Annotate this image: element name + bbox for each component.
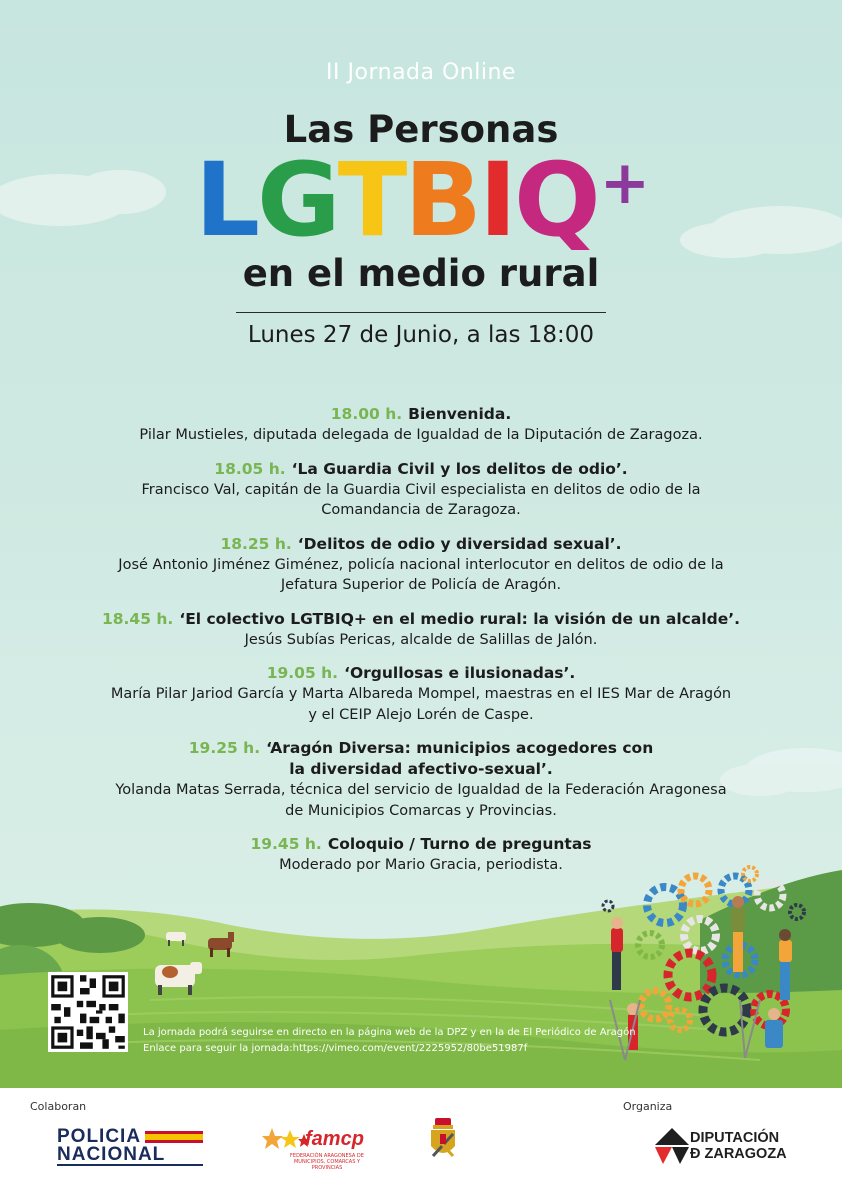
guardia-civil-emblem-icon xyxy=(423,1116,463,1166)
title-letter-0: L xyxy=(194,141,257,260)
stream-text: La jornada podrá seguirse en directo en la página web de la DPZ y en la de El Periódico de Aragón xyxy=(143,1027,636,1038)
title-letter-5: Q xyxy=(514,141,598,260)
agenda-item xyxy=(40,534,802,596)
agenda-item-description: Yolanda Matas Serrada, técnica del servicio de Igualdad de la Federación Aragonesa xyxy=(115,782,727,798)
diputacion-zaragoza-logo xyxy=(690,1130,787,1162)
agenda-item xyxy=(40,738,802,821)
dpz-line-1: DIPUTACIÓN xyxy=(690,1130,780,1146)
title-letter-1: G xyxy=(256,141,338,260)
title-lgtbiq xyxy=(0,141,842,260)
agenda-item-description: María Pilar Jariod García y Marta Albareda Mompel, maestras en el IES Mar de Aragón xyxy=(110,686,732,702)
dpz-triangles-icon xyxy=(655,1128,689,1164)
agenda-item-heading xyxy=(40,534,802,555)
famcp-logo: famcp xyxy=(305,1128,364,1150)
famcp-subtitle: FEDERACIÓN ARAGONESA DE MUNICIPIOS, COMARCAS Y PROVINCIAS xyxy=(290,1153,364,1171)
agenda-item-description: y el CEIP Alejo Lorén de Caspe. xyxy=(308,706,534,723)
agenda-item-description: Francisco Val, capitán de la Guardia Civil especialista en delitos de odio de la xyxy=(141,481,701,498)
title-divider xyxy=(236,312,606,313)
stream-link[interactable]: Enlace para seguir la jornada:https://vimeo.com/event/2225952/80be51987f xyxy=(143,1043,528,1054)
agenda-item-title: ‘Delitos de odio y diversidad sexual’. xyxy=(297,534,622,553)
agenda-item xyxy=(40,663,802,725)
agenda-item-heading xyxy=(40,609,802,630)
stream-info xyxy=(143,1025,636,1057)
title-letter-6: + xyxy=(599,148,647,218)
agenda-item-description: Jefatura Superior de Policía de Aragón. xyxy=(280,577,562,593)
event-date: Lunes 27 de Junio, a las 18:00 xyxy=(247,322,595,348)
agenda-item-description: José Antonio Jiménez Giménez, policía nacional interlocutor en delitos de odio de la xyxy=(118,556,724,573)
agenda-item-heading xyxy=(40,834,802,855)
agenda-item-heading xyxy=(40,663,802,684)
agenda-item-description: Comandancia de Zaragoza. xyxy=(321,502,521,518)
agenda-item-time: 19.05 h. xyxy=(266,664,339,682)
agenda-item-title: ‘Orgullosas e ilusionadas’. xyxy=(344,664,576,682)
agenda-item-heading xyxy=(40,404,802,425)
agenda-item-title: ‘Aragón Diversa: municipios acogedores con xyxy=(266,739,654,757)
agenda-item-heading xyxy=(40,459,802,480)
event-subtitle: II Jornada Online xyxy=(326,60,516,85)
collab-label: Colaboran xyxy=(30,1100,87,1113)
policia-line-1: POLICIA xyxy=(57,1126,142,1147)
agenda-item-time: 19.25 h. xyxy=(188,739,261,757)
agenda-item-time: 18.00 h. xyxy=(330,405,403,423)
organiza-label: Organiza xyxy=(623,1100,673,1113)
agenda-item-time: 18.05 h. xyxy=(214,459,286,478)
policia-nacional-logo xyxy=(57,1128,203,1166)
agenda-item-time: 18.45 h. xyxy=(101,609,174,628)
agenda-item xyxy=(40,404,802,446)
agenda-item-description: de Municipios Comarcas y Provincias. xyxy=(285,802,557,819)
title-line-1: Las Personas xyxy=(283,108,559,151)
agenda-item-title: ‘El colectivo LGTBIQ+ en el medio rural: la visión de un alcalde’. xyxy=(179,609,741,628)
agenda-item-title: Coloquio / Turno de preguntas xyxy=(327,835,592,853)
agenda xyxy=(40,404,802,889)
spain-flag-icon xyxy=(145,1131,203,1143)
agenda-item xyxy=(40,609,802,651)
agenda-item-title: ‘La Guardia Civil y los delitos de odio’. xyxy=(291,459,628,478)
agenda-item-title: Bienvenida. xyxy=(408,405,512,423)
agenda-item xyxy=(40,834,802,876)
agenda-item-title-continued: la diversidad afectivo-sexual’. xyxy=(289,760,553,778)
qr-code[interactable] xyxy=(48,972,128,1052)
agenda-item-description: Moderado por Mario Gracia, periodista. xyxy=(279,857,563,873)
agenda-item xyxy=(40,459,802,521)
title-letter-4: I xyxy=(479,141,514,260)
agenda-item-description: Jesús Subías Pericas, alcalde de Salillas de Jalón. xyxy=(244,631,598,648)
title-letter-3: B xyxy=(404,141,480,260)
qr-code-icon xyxy=(48,972,128,1052)
title-line-3: en el medio rural xyxy=(242,252,600,295)
title-letter-2: T xyxy=(337,141,405,260)
dpz-line-2: Ð ZARAGOZA xyxy=(690,1146,787,1162)
agenda-item-time: 19.45 h. xyxy=(250,835,322,853)
footer xyxy=(0,1088,842,1191)
agenda-item-time: 18.25 h. xyxy=(220,534,292,553)
agenda-item-description: Pilar Mustieles, diputada delegada de Igualdad de la Diputación de Zaragoza. xyxy=(139,427,703,443)
agenda-item-heading xyxy=(40,738,802,759)
policia-line-2: NACIONAL xyxy=(57,1146,203,1166)
famcp-stars-icon xyxy=(262,1126,310,1156)
